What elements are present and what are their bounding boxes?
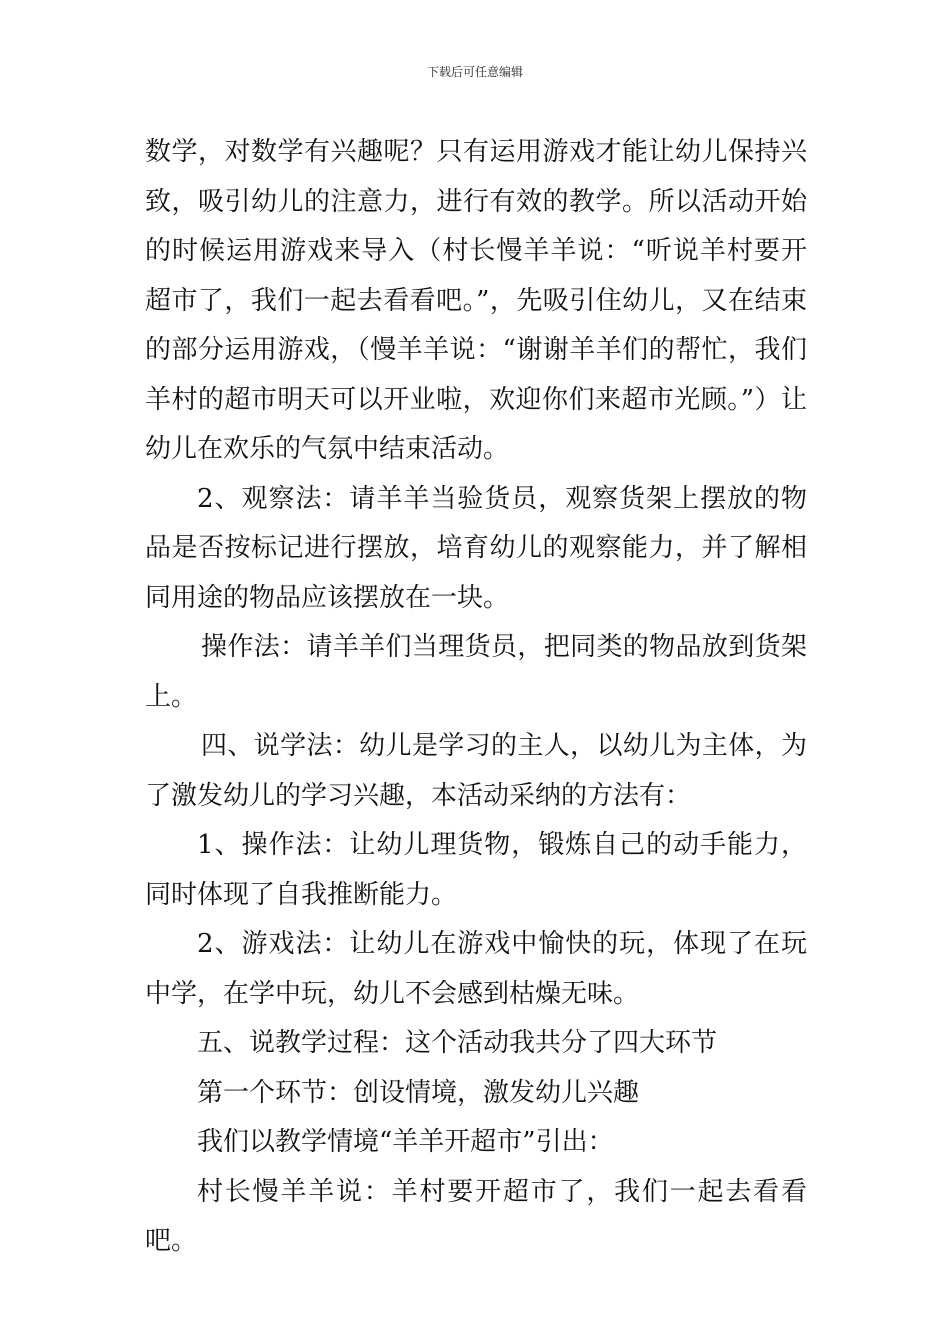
paragraph-observation-method: 2、观察法：请羊羊当验货员，观察货架上摆放的物品是否按标记进行摆放，培育幼儿的观察能力，并了解相同用途的物品应该摆放在一块。: [145, 483, 807, 613]
page-header: 下载后可任意编辑: [426, 65, 523, 79]
paragraph-learning-methods: 四、说学法：幼儿是学习的主人，以幼儿为主体，为了激发幼儿的学习兴趣，本活动采纳的方法有：: [145, 731, 807, 811]
paragraph-intro-continuation: 数学，对数学有兴趣呢？只有运用游戏才能让幼儿保持兴致，吸引幼儿的注意力，进行有效的教学。所以活动开始的时候运用游戏来导入（村长慢羊羊说：“听说羊村要开超市了，我们一起去看看吧。”，先吸引住幼儿，又在结束的部分运用游戏，（慢羊羊说：“谢谢羊羊们的帮忙，我们羊村的超市明天可以开业啦，欢迎你们来超市光顾。”）让幼儿在欢乐的气氛中结束活动。: [145, 137, 807, 464]
paragraph-situation-intro: 我们以教学情境“羊羊开超市”引出：: [197, 1127, 614, 1157]
paragraph-operation-method: 操作法：请羊羊们当理货员，把同类的物品放到货架上。: [145, 632, 807, 712]
paragraph-learning-game: 2、游戏法：让幼儿在游戏中愉快的玩，体现了在玩中学，在学中玩，幼儿不会感到枯燥无味。: [145, 929, 807, 1009]
paragraph-teaching-process: 五、说教学过程：这个活动我共分了四大环节: [197, 1028, 718, 1058]
paragraph-first-stage: 第一个环节：创设情境，激发幼儿兴趣: [197, 1077, 640, 1108]
paragraph-village-chief-quote: 村长慢羊羊说：羊村要开超市了，我们一起去看看吧。: [145, 1176, 807, 1256]
paragraph-learning-operation: 1、操作法：让幼儿理货物，锻炼自己的动手能力，同时体现了自我推断能力。: [145, 830, 807, 910]
document-body: [145, 128, 807, 1267]
